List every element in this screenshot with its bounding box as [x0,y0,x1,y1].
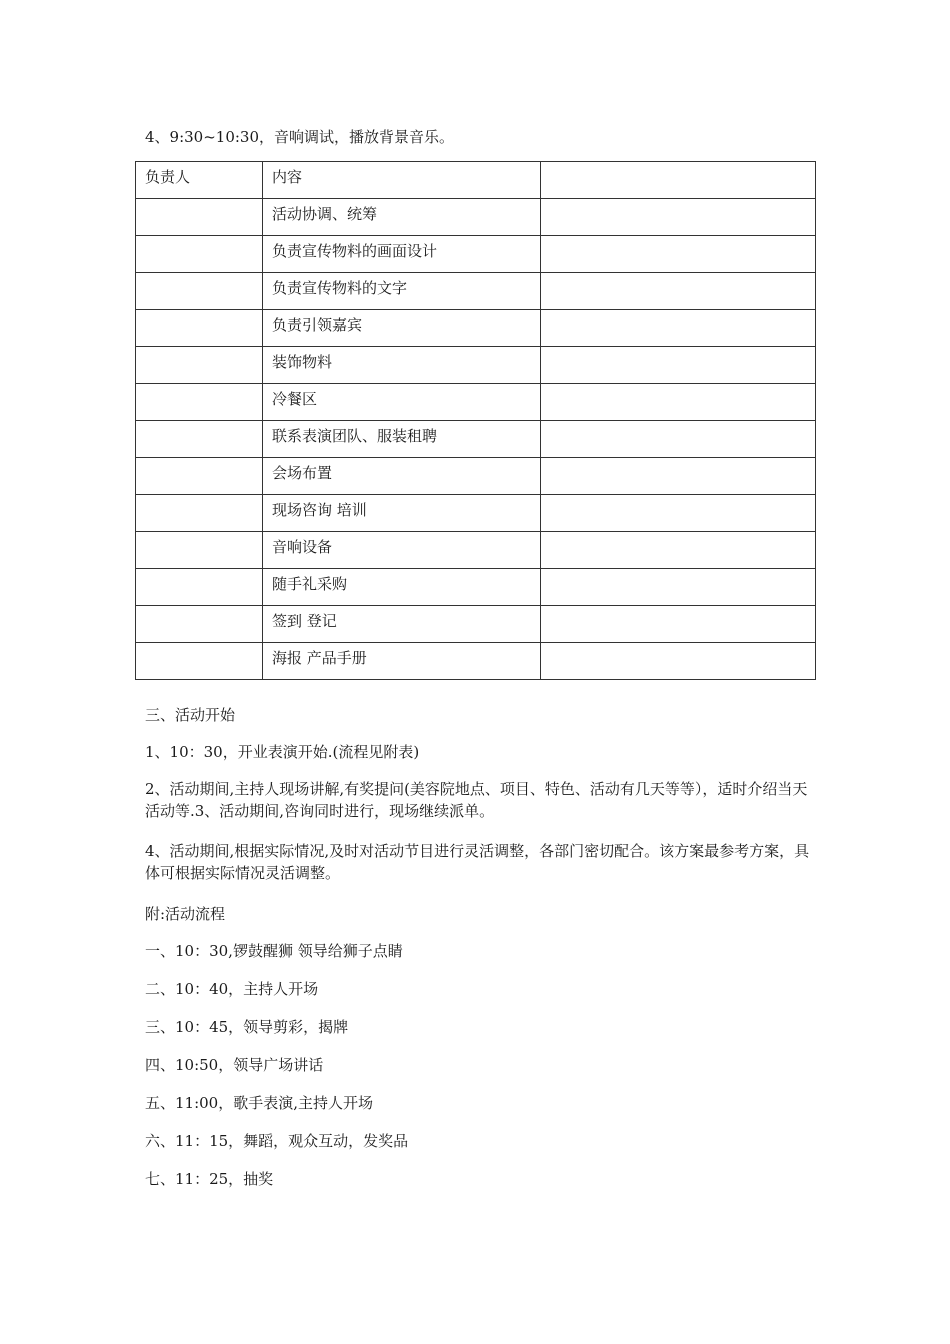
section-three-heading: 三、活动开始 [145,706,236,724]
cell-extra [541,532,816,569]
appendix-item: 五、11:00，歌手表演,主持人开场 [145,1094,373,1112]
cell-extra [541,458,816,495]
cell-owner [136,569,263,606]
appendix-item: 二、10：40，主持人开场 [145,980,319,998]
cell-extra [541,569,816,606]
cell-owner [136,347,263,384]
table-row [136,606,816,643]
cell-owner [136,643,263,680]
cell-owner [136,606,263,643]
table-row [136,458,816,495]
table-row [136,384,816,421]
cell-owner [136,273,263,310]
cell-owner [136,236,263,273]
cell-content: 负责宣传物料的文字 [263,273,541,310]
cell-extra [541,643,816,680]
table-row [136,643,816,680]
appendix-item: 四、10:50，领导广场讲话 [145,1056,324,1074]
cell-content: 装饰物料 [263,347,541,384]
header-owner: 负责人 [136,162,263,199]
table-row [136,421,816,458]
cell-content: 签到 登记 [263,606,541,643]
cell-content: 随手礼采购 [263,569,541,606]
table-row [136,569,816,606]
cell-content: 海报 产品手册 [263,643,541,680]
table-row [136,495,816,532]
cell-owner [136,384,263,421]
table-row [136,347,816,384]
cell-extra [541,495,816,532]
cell-extra [541,606,816,643]
cell-extra [541,347,816,384]
cell-content: 会场布置 [263,458,541,495]
intro-line: 4、9:30~10:30，音响调试，播放背景音乐。 [145,128,455,146]
cell-content: 现场咨询 培训 [263,495,541,532]
cell-extra [541,273,816,310]
cell-owner [136,458,263,495]
cell-content: 冷餐区 [263,384,541,421]
appendix-item: 七、11：25，抽奖 [145,1170,274,1188]
cell-content: 音响设备 [263,532,541,569]
appendix-item: 一、10：30,锣鼓醒狮 领导给狮子点睛 [145,942,403,960]
cell-extra [541,421,816,458]
header-content: 内容 [263,162,541,199]
section-three-p1: 1、10：30，开业表演开始.(流程见附表) [145,743,420,761]
appendix-item: 六、11：15，舞蹈，观众互动，发奖品 [145,1132,409,1150]
table-row [136,236,816,273]
table-row [136,310,816,347]
section-three-p3: 4、活动期间,根据实际情况,及时对活动节目进行灵活调整，各部门密切配合。该方案最参考方案，具体可根据实际情况灵活调整。 [145,842,810,882]
section-three-p2: 2、活动期间,主持人现场讲解,有奖提问(美容院地点、项目、特色、活动有几天等等），适时介绍当天活动等.3、活动期间,咨询同时进行，现场继续派单。 [145,780,808,820]
table-header-row [136,162,816,199]
cell-extra [541,236,816,273]
cell-owner [136,532,263,569]
table-row [136,199,816,236]
table-row [136,273,816,310]
cell-content: 活动协调、统筹 [263,199,541,236]
appendix-item: 三、10：45，领导剪彩，揭牌 [145,1018,349,1036]
cell-extra [541,384,816,421]
cell-content: 联系表演团队、服装租聘 [263,421,541,458]
cell-content: 负责宣传物料的画面设计 [263,236,541,273]
table-row [136,532,816,569]
cell-owner [136,421,263,458]
cell-owner [136,495,263,532]
responsibility-table [135,161,816,680]
cell-extra [541,199,816,236]
cell-content: 负责引领嘉宾 [263,310,541,347]
cell-owner [136,199,263,236]
header-extra [541,162,816,199]
cell-owner [136,310,263,347]
appendix-heading: 附:活动流程 [145,905,226,923]
cell-extra [541,310,816,347]
